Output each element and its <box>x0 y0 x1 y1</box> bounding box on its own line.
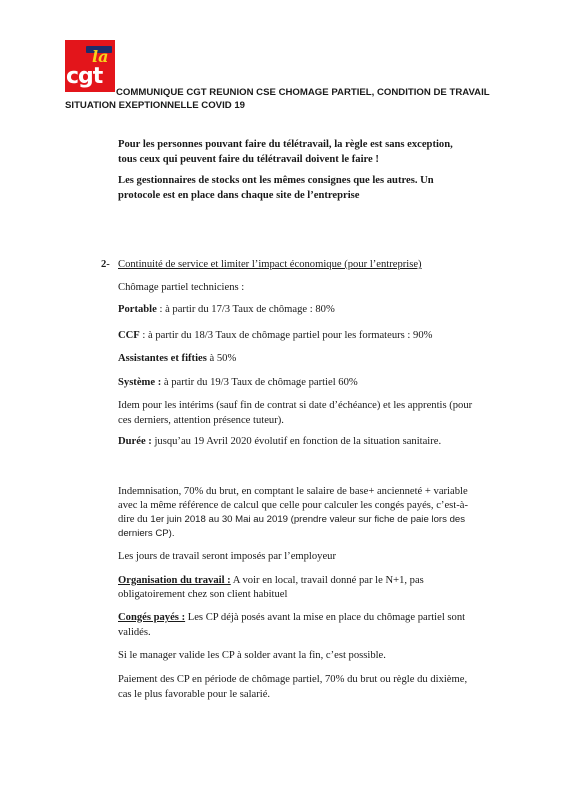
logo-cgt-text: cgt <box>66 64 103 89</box>
cgt-logo <box>65 40 115 92</box>
intro-p1-line2: tous ceux qui peuvent faire du télétravail doivent le faire ! <box>118 154 379 165</box>
indemn-line3 <box>118 513 465 527</box>
conges-line1 <box>118 611 465 625</box>
systeme-label: Système : <box>118 377 162 388</box>
org-line1 <box>118 574 424 588</box>
conges-text: Les CP déjà posés avant la mise en place du chômage partiel sont <box>185 612 466 623</box>
indemn-line3-rest: 1er juin 2018 au 30 Mai au 2019 (prendre valeur sur fiche de paie lors des <box>150 514 466 525</box>
duree-label: Durée : <box>118 436 152 447</box>
assistantes-label: Assistantes et fifties <box>118 353 207 364</box>
jours-line: Les jours de travail seront imposés par l’employeur <box>118 551 336 562</box>
intro-p1-line1: Pour les personnes pouvant faire du télétravail, la règle est sans exception, <box>118 139 453 150</box>
chomage-title: Chômage partiel techniciens : <box>118 282 245 293</box>
indemn-line1: Indemnisation, 70% du brut, en comptant le salaire de base+ ancienneté + variable <box>118 486 468 497</box>
ccf-text: : à partir du 18/3 Taux de chômage partiel pour les formateurs : 90% <box>139 330 433 341</box>
section-heading: Continuité de service et limiter l’impact économique (pour l’entreprise) <box>118 259 422 270</box>
systeme-text: à partir du 19/3 Taux de chômage partiel 60% <box>161 377 358 388</box>
interims-line1: Idem pour les intérims (sauf fin de contrat si date d’échéance) et les apprentis (pour <box>118 400 473 411</box>
paiement-line1: Paiement des CP en période de chômage partiel, 70% du brut ou règle du dixième, <box>118 674 468 685</box>
indemn-line2: avec la même référence de calcul que celle pour calculer les congés payés, c’est-à- <box>118 500 468 511</box>
conges-line2: validés. <box>118 627 151 638</box>
section-number: 2- <box>101 259 110 270</box>
assistantes-line <box>118 352 236 366</box>
indemn-line4: derniers CP). <box>118 528 175 539</box>
conges-label: Congés payés : <box>118 612 186 623</box>
ccf-line <box>118 329 432 343</box>
intro-p2-line2: protocole est en place dans chaque site de l’entreprise <box>118 190 360 201</box>
title-line-1: COMMUNIQUE CGT REUNION CSE CHOMAGE PARTIEL, CONDITION DE TRAVAIL <box>116 87 490 98</box>
logo-la-text: la <box>92 47 109 66</box>
paiement-line2: cas le plus favorable pour le salarié. <box>118 689 271 700</box>
duree-line <box>118 435 441 449</box>
duree-text: jusqu’au 19 Avril 2020 évolutif en fonction de la situation sanitaire. <box>151 436 442 447</box>
ccf-label: CCF <box>118 330 140 341</box>
portable-text: : à partir du 17/3 Taux de chômage : 80% <box>156 304 335 315</box>
assistantes-text: à 50% <box>206 353 237 364</box>
indemn-line3-start: dire du <box>118 514 151 525</box>
interims-line2: ces derniers, attention présence tuteur). <box>118 415 284 426</box>
org-line2: obligatoirement chez son client habituel <box>118 589 288 600</box>
systeme-line <box>118 376 358 390</box>
manager-line: Si le manager valide les CP à solder avant la fin, c’est possible. <box>118 650 386 661</box>
portable-line <box>118 303 335 317</box>
org-text: A voir en local, travail donné par le N+1, pas <box>230 575 424 586</box>
org-label: Organisation du travail : <box>118 575 231 586</box>
title-line-2: SITUATION EXEPTIONNELLE COVID 19 <box>65 100 245 111</box>
portable-label: Portable <box>118 304 157 315</box>
intro-p2-line1: Les gestionnaires de stocks ont les mêmes consignes que les autres. Un <box>118 175 434 186</box>
